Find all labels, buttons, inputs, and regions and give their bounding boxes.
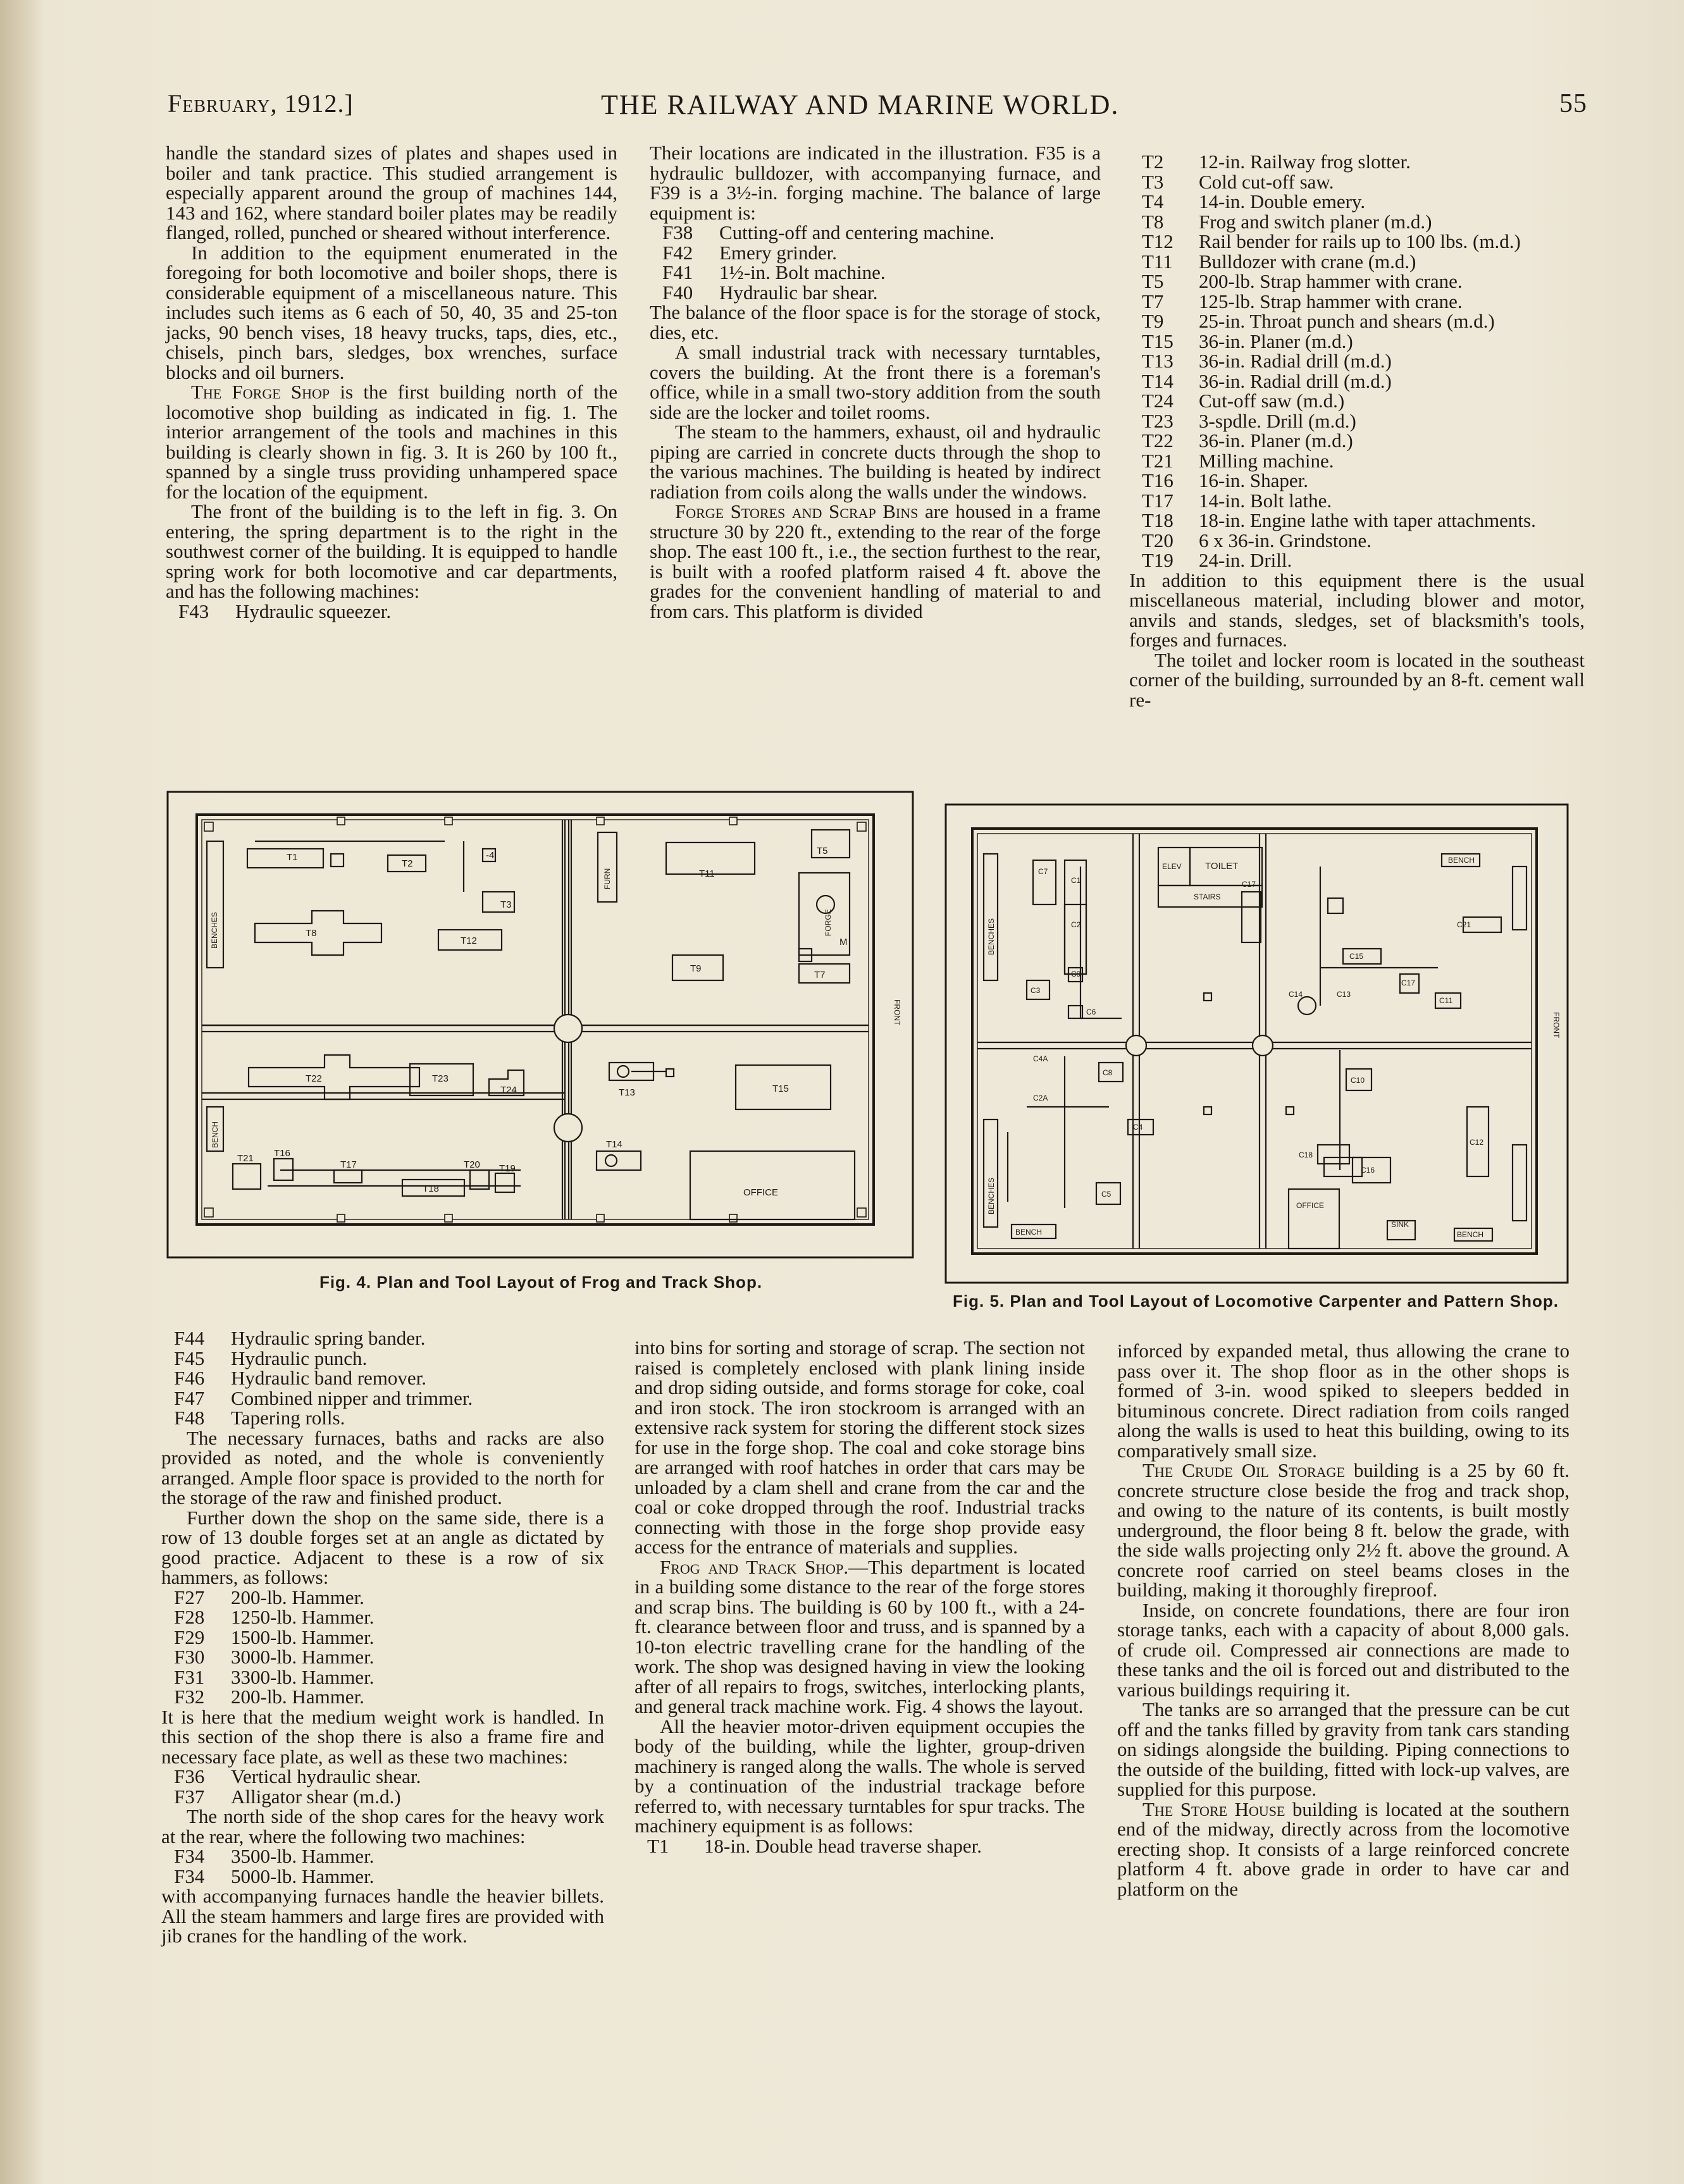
- run-in-heading: The Store House: [1142, 1798, 1285, 1820]
- equipment-code: T19: [1142, 549, 1173, 571]
- equipment-code: T23: [1142, 409, 1173, 432]
- equipment-code: T17: [1142, 489, 1173, 512]
- equipment-list-item: [1129, 451, 1585, 471]
- equipment-code: F32: [174, 1686, 205, 1708]
- equipment-list-item: [1129, 510, 1585, 531]
- paragraph-text: is the first building north of the locomotive shop building as indicated in fig. 1. The interior arrangement of the tools and machines in this building is clearly shown in fig. 3. It is 260 by 100 ft., spanned by a single truss providing unhampered space for the location of the equipment.: [166, 381, 617, 503]
- equipment-description: Alligator shear (m.d.): [231, 1785, 401, 1808]
- equipment-description: 36-in. Radial drill (m.d.): [1199, 369, 1392, 392]
- fig4-label-t7: T7: [814, 970, 826, 980]
- run-in-heading: Forge Stores and Scrap Bins: [675, 500, 919, 522]
- run-in-heading: Frog and Track Shop: [660, 1555, 844, 1578]
- equipment-code: F30: [174, 1646, 205, 1668]
- equipment-description: 1½-in. Bolt machine.: [719, 261, 886, 283]
- paragraph-text: It is here that the medium weight work is handled. In this section of the shop there is also a frame fire and necessary face plate, as well as these two machines:: [161, 1705, 604, 1768]
- equipment-description: 6 x 36-in. Grindstone.: [1199, 529, 1371, 552]
- equipment-code: T9: [1142, 310, 1164, 332]
- paragraph: [1117, 1700, 1569, 1799]
- paragraph: [650, 502, 1101, 621]
- fig5-label-c4a: C4A: [1033, 1054, 1048, 1063]
- equipment-list-item: [161, 1388, 604, 1409]
- fig5-label-c10: C10: [1351, 1076, 1365, 1085]
- fig4-label-t15: T15: [772, 1083, 789, 1094]
- equipment-code: F38: [662, 221, 693, 244]
- equipment-list-item: [1129, 351, 1585, 371]
- equipment-code: F34: [174, 1865, 205, 1887]
- equipment-list-item: [166, 602, 617, 622]
- fig5-label-c11: C11: [1439, 996, 1453, 1005]
- fig4-label-t23: T23: [432, 1073, 449, 1084]
- fig5-label-c5: C5: [1101, 1190, 1111, 1199]
- paragraph-text: are housed in a frame structure 30 by 220 ft., extending to the rear of the forge shop. The east 100 ft., i.e., the section furthest to the rear, is built with a roofed platform raised 4 ft. above the grades for the convenient handling of material to and from cars. This platform is divided: [650, 500, 1101, 622]
- equipment-description: 24-in. Drill.: [1199, 549, 1292, 571]
- equipment-code: T4: [1142, 190, 1164, 213]
- paragraph-text: The tanks are so arranged that the pressure can be cut off and the tanks filled by gravity from tank cars standing on sidings alongside the building. Piping connections to the outside of the building, fitted with lock-up valves, are supplied for this purpose.: [1117, 1698, 1569, 1800]
- fig5-label-c16: C16: [1361, 1166, 1375, 1175]
- equipment-description: 18-in. Double head traverse shaper.: [704, 1834, 982, 1857]
- equipment-list-item: [1129, 172, 1585, 192]
- fig5-label-c20: C17: [1401, 978, 1416, 987]
- paragraph-text: with accompanying furnaces handle the heavier billets. All the steam hammers and large fires are provided with jib cranes for the handling of the work.: [161, 1885, 604, 1947]
- paragraph-text: The toilet and locker room is located in the southeast corner of the building, surrounded by an 8-ft. cement wall re-: [1129, 648, 1585, 711]
- equipment-description: 1500-lb. Hammer.: [231, 1626, 375, 1648]
- fig5-label-c17: C17: [1242, 880, 1256, 889]
- paragraph: [161, 1806, 604, 1846]
- equipment-code: F37: [174, 1785, 205, 1808]
- fig4-label-front: FRONT: [893, 999, 901, 1026]
- fig5-label-stairs: STAIRS: [1194, 892, 1221, 901]
- equipment-list-item: [1129, 471, 1585, 491]
- equipment-description: Tapering rolls.: [231, 1407, 345, 1429]
- fig4-label-t13: T13: [619, 1087, 635, 1098]
- equipment-code: F27: [174, 1586, 205, 1608]
- equipment-description: Frog and switch planer (m.d.): [1199, 210, 1432, 233]
- equipment-code: F36: [174, 1765, 205, 1787]
- equipment-description: Milling machine.: [1199, 449, 1334, 472]
- equipment-list-item: [161, 1647, 604, 1667]
- fig4-label-bench: BENCH: [211, 1121, 220, 1148]
- paragraph-text: Inside, on concrete foundations, there are four iron storage tanks, each with a capacity of about 8,000 gals. of crude oil. Compressed air connections are made to these tanks and the oil is forced out and distributed to the various buildings requiring it.: [1117, 1598, 1569, 1701]
- paragraph: [650, 143, 1101, 223]
- equipment-list-item: [161, 1667, 604, 1687]
- paragraph-text: In addition to this equipment there is the usual miscellaneous material, including blower and motor, anvils and stands, sledges, set of blacksmith's tools, forges and furnaces.: [1129, 569, 1585, 651]
- fig5-label-bench-right: BENCH: [1457, 1230, 1484, 1239]
- paragraph-text: .—This department is located in a building some distance to the rear of the forge stores and scrap bins. The building is 60 by 100 ft., with a 24-ft. clearance between floor and truss, and is spanned by a 10-ton electric travelling crane for the handling of the work. The shop was designed having in view the looking after of all repairs to frogs, switches, interlocking plants, and general track machine work. Fig. 4 shows the layout.: [635, 1555, 1085, 1717]
- fig5-label-c1: C1: [1071, 876, 1081, 885]
- equipment-description: 3000-lb. Hammer.: [231, 1646, 375, 1668]
- fig5-label-bench-top: BENCH: [1448, 856, 1475, 865]
- paragraph-text: The balance of the floor space is for the storage of stock, dies, etc.: [650, 301, 1101, 343]
- equipment-description: 16-in. Shaper.: [1199, 469, 1309, 491]
- paragraph: [650, 342, 1101, 422]
- equipment-description: Combined nipper and trimmer.: [231, 1386, 473, 1409]
- equipment-description: 18-in. Engine lathe with taper attachments.: [1199, 509, 1536, 531]
- paragraph-text: into bins for sorting and storage of scrap. The section not raised is completely enclosed with plank lining inside and drop siding outside, and forms storage for coke, coal and iron stock. The iron stockroom is arranged with an extensive rack system for storing the different stock sizes for use in the forge shop. The coal and coke storage bins are arranged with roof hatches in order that cars may be unloaded by a clam shell and crane from the car and the coal or coke dropped through the roof. Industrial tracks connecting with those in the forge shop provide easy access for the entrance of materials and supplies.: [635, 1336, 1085, 1558]
- fig5-floor-plan: [944, 803, 1569, 1284]
- paragraph: [161, 1508, 604, 1588]
- paragraph: [161, 1428, 604, 1508]
- equipment-description: 200-lb. Strap hammer with crane.: [1199, 270, 1463, 292]
- fig4-label-forge: FORGE: [824, 909, 833, 936]
- equipment-description: Hydraulic bar shear.: [719, 281, 878, 304]
- equipment-list-item: [650, 262, 1101, 283]
- equipment-code: T18: [1142, 509, 1173, 531]
- fig5-label-c8: C8: [1103, 1068, 1113, 1077]
- paragraph: [166, 502, 617, 602]
- equipment-description: Hydraulic spring bander.: [231, 1327, 426, 1349]
- fig5-label-c2: C2: [1071, 920, 1081, 929]
- fig5-label-c6: C6: [1086, 1008, 1096, 1016]
- paragraph: [650, 422, 1101, 502]
- page-number: 55: [1559, 89, 1587, 118]
- fig5-label-toilet: TOILET: [1205, 861, 1239, 872]
- equipment-code: T8: [1142, 210, 1164, 233]
- equipment-code: F40: [662, 281, 693, 304]
- paragraph-text: The north side of the shop cares for the heavy work at the rear, where the following two machines:: [161, 1805, 604, 1848]
- equipment-list-item: [1129, 491, 1585, 511]
- fig4-label-t19: T19: [499, 1163, 516, 1174]
- paragraph-text: In addition to the equipment enumerated in the foregoing for both locomotive and boiler shops, there is considerable equipment of a miscellaneous nature. This includes such items as 6 each of 50, 40, 35 and 25-ton jacks, 90 bench vises, 18 heavy trucks, taps, dies, etc., chisels, pinch bars, sledges, box wrenches, surface blocks and oil burners.: [166, 241, 617, 383]
- fig4-label-benches: BENCHES: [210, 911, 219, 949]
- paragraph: [1117, 1799, 1569, 1899]
- fig4-label-t24: T24: [500, 1085, 517, 1095]
- equipment-description: Hydraulic punch.: [231, 1347, 368, 1369]
- top-column-3: [1129, 152, 1585, 710]
- header-title: THE RAILWAY AND MARINE WORLD.: [601, 89, 1120, 120]
- equipment-list-item: [1129, 531, 1585, 551]
- equipment-code: T16: [1142, 469, 1173, 491]
- equipment-list-item: [1129, 391, 1585, 411]
- equipment-description: 3300-lb. Hammer.: [231, 1665, 375, 1688]
- equipment-description: Cut-off saw (m.d.): [1199, 390, 1345, 412]
- equipment-list-item: [650, 243, 1101, 263]
- equipment-code: T5: [1142, 270, 1164, 292]
- paragraph-text: The steam to the hammers, exhaust, oil and hydraulic piping are carried in concrete ducts through the shop to the various machines. The building is heated by indirect radiation from coils along the walls under the windows.: [650, 421, 1101, 503]
- bottom-column-1: [161, 1328, 604, 1946]
- equipment-list-item: [650, 223, 1101, 243]
- fig5-caption: Fig. 5. Plan and Tool Layout of Locomotive Carpenter and Pattern Shop.: [953, 1292, 1559, 1311]
- equipment-description: 36-in. Planer (m.d.): [1199, 330, 1353, 352]
- paragraph: [166, 143, 617, 243]
- equipment-code: F41: [662, 261, 693, 283]
- equipment-description: 5000-lb. Hammer.: [231, 1865, 375, 1887]
- equipment-code: F45: [174, 1347, 205, 1369]
- fig5-label-c18: C18: [1299, 1151, 1313, 1159]
- paragraph: [166, 382, 617, 502]
- fig4-caption: Fig. 4. Plan and Tool Layout of Frog and Track Shop.: [319, 1273, 763, 1292]
- equipment-description: 36-in. Planer (m.d.): [1199, 429, 1353, 452]
- equipment-list-item: [161, 1627, 604, 1648]
- equipment-list-item: [161, 1328, 604, 1348]
- equipment-description: Cutting-off and centering machine.: [719, 221, 995, 244]
- equipment-list-item: [161, 1607, 604, 1627]
- equipment-code: T13: [1142, 350, 1173, 372]
- equipment-description: 200-lb. Hammer.: [231, 1586, 364, 1608]
- fig4-label-t1: T1: [287, 852, 298, 863]
- fig5-label-c9: C9: [1071, 970, 1081, 978]
- paragraph-text: The front of the building is to the left in fig. 3. On entering, the spring department is to the right in the southwest corner of the building. It is equipped to handle spring work for both locomotive and car departments, and has the following machines:: [166, 500, 617, 602]
- fig4-label-t8: T8: [306, 928, 317, 939]
- paragraph: [635, 1338, 1085, 1557]
- equipment-list-item: [1129, 371, 1585, 392]
- equipment-code: F47: [174, 1386, 205, 1409]
- equipment-code: F48: [174, 1407, 205, 1429]
- equipment-description: 125-lb. Strap hammer with crane.: [1199, 290, 1463, 312]
- equipment-list-item: [1129, 271, 1585, 292]
- bottom-column-2: [635, 1338, 1085, 1856]
- equipment-description: 12-in. Railway frog slotter.: [1199, 151, 1411, 173]
- equipment-code: T2: [1142, 151, 1164, 173]
- equipment-description: 14-in. Double emery.: [1199, 190, 1366, 213]
- equipment-code: T15: [1142, 330, 1173, 352]
- equipment-code: T22: [1142, 429, 1173, 452]
- equipment-description: Hydraulic band remover.: [231, 1367, 427, 1389]
- paragraph-text: A small industrial track with necessary turntables, covers the building. At the front there is a foreman's office, while in a small two-story addition from the south side are the locker and toilet rooms.: [650, 341, 1101, 423]
- equipment-code: F43: [178, 600, 209, 622]
- fig5-label-c3: C3: [1031, 986, 1041, 995]
- equipment-list-item: [635, 1836, 1085, 1856]
- paragraph: [635, 1557, 1085, 1717]
- bottom-column-3: [1117, 1341, 1569, 1899]
- paragraph-text: inforced by expanded metal, thus allowing the crane to pass over it. The shop floor as in the other shops is formed of 3-in. wood spiked to sleepers bedded in bituminous concrete. Direct radiation from coils ranged along the walls is used to heat this building, owing to its comparatively small size.: [1117, 1340, 1569, 1462]
- equipment-code: T1: [647, 1834, 669, 1857]
- fig5-label-c2a: C2A: [1033, 1094, 1048, 1102]
- equipment-code: T7: [1142, 290, 1164, 312]
- fig4-label-t18: T18: [423, 1183, 439, 1194]
- paragraph-text: Their locations are indicated in the illustration. F35 is a hydraulic bulldozer, with accompanying furnace, and F39 is a 3½-in. forging machine. The balance of large equipment is:: [650, 142, 1101, 224]
- paragraph: [635, 1717, 1085, 1836]
- paragraph: [166, 243, 617, 383]
- equipment-list-item: [1129, 292, 1585, 312]
- equipment-description: Hydraulic squeezer.: [235, 600, 392, 622]
- fig4-label-t9: T9: [690, 963, 702, 974]
- equipment-code: F31: [174, 1665, 205, 1688]
- fig5-label-c14: C14: [1289, 990, 1303, 999]
- equipment-code: F29: [174, 1626, 205, 1648]
- fig5-label-c7: C7: [1038, 867, 1048, 876]
- paragraph-text: building is a 25 by 60 ft. concrete structure close beside the frog and track shop, and owing to the nature of its contents, is built mostly underground, the floor being 8 ft. below the grade, with the side walls projecting only 2½ ft. above the ground. A concrete roof carried on steel beams closes in the building, making it thoroughly fireproof.: [1117, 1459, 1569, 1601]
- equipment-description: Bulldozer with crane (m.d.): [1199, 250, 1416, 273]
- fig4-label-t21: T21: [237, 1153, 254, 1164]
- fig4-label-t12: T12: [461, 935, 477, 946]
- equipment-description: 200-lb. Hammer.: [231, 1686, 364, 1708]
- run-in-heading: The Crude Oil Storage: [1142, 1459, 1345, 1481]
- equipment-list-item: [161, 1767, 604, 1787]
- equipment-list-item: [1129, 152, 1585, 172]
- equipment-list-item: [161, 1368, 604, 1388]
- paragraph: [1117, 1600, 1569, 1700]
- equipment-list-item: [1129, 550, 1585, 571]
- equipment-code: T20: [1142, 529, 1173, 552]
- fig5-label-front: FRONT: [1552, 1012, 1561, 1039]
- equipment-list-item: [1129, 431, 1585, 451]
- fig5-label-benches-bottom: BENCHES: [987, 1177, 996, 1214]
- equipment-code: T11: [1142, 250, 1173, 273]
- equipment-list-item: [1129, 331, 1585, 352]
- equipment-description: 14-in. Bolt lathe.: [1199, 489, 1332, 512]
- equipment-list-item: [161, 1348, 604, 1369]
- equipment-description: 25-in. Throat punch and shears (m.d.): [1199, 310, 1495, 332]
- equipment-code: F44: [174, 1327, 205, 1349]
- equipment-code: F34: [174, 1845, 205, 1867]
- fig5-label-elev: ELEV: [1162, 862, 1182, 871]
- equipment-list-item: [1129, 192, 1585, 212]
- equipment-list-item: [161, 1866, 604, 1887]
- fig5-label-office: OFFICE: [1296, 1201, 1324, 1210]
- equipment-code: T24: [1142, 390, 1173, 412]
- equipment-description: Emery grinder.: [719, 241, 837, 264]
- equipment-list-item: [161, 1687, 604, 1707]
- paragraph: [1117, 1460, 1569, 1600]
- fig4-floor-plan: [166, 791, 914, 1259]
- equipment-description: 36-in. Radial drill (m.d.): [1199, 350, 1392, 372]
- run-in-heading: The Forge Shop: [191, 381, 330, 403]
- fig5-label-c12: C12: [1470, 1138, 1484, 1147]
- fig5-label-sink: SINK: [1391, 1220, 1409, 1229]
- equipment-list-item: [161, 1588, 604, 1608]
- equipment-list-item: [1129, 231, 1585, 252]
- equipment-list-item: [1129, 252, 1585, 272]
- equipment-code: T12: [1142, 230, 1173, 252]
- fig5-label-c4: C4: [1133, 1123, 1143, 1132]
- fig4-label-t20: T20: [464, 1159, 480, 1170]
- fig4-label-t22: T22: [306, 1073, 322, 1084]
- equipment-list-item: [650, 283, 1101, 303]
- fig4-label-t16: T16: [274, 1148, 290, 1159]
- paragraph-text: Further down the shop on the same side, there is a row of 13 double forges set at an angle as dictated by good practice. Adjacent to these is a row of six hammers, as follows:: [161, 1506, 604, 1588]
- equipment-list-item: [161, 1787, 604, 1807]
- fig5-label-c13: C13: [1337, 990, 1351, 999]
- equipment-description: 3-spdle. Drill (m.d.): [1199, 409, 1356, 432]
- equipment-code: T14: [1142, 369, 1173, 392]
- paragraph: [161, 1707, 604, 1767]
- paragraph: [650, 302, 1101, 342]
- equipment-code: F42: [662, 241, 693, 264]
- paragraph: [1129, 650, 1585, 710]
- fig4-label-m: M: [839, 937, 848, 947]
- equipment-code: T3: [1142, 170, 1164, 193]
- fig5-label-benches-top: BENCHES: [987, 918, 996, 955]
- equipment-code: T21: [1142, 449, 1173, 472]
- fig5-label-c15: C15: [1349, 952, 1364, 961]
- equipment-list-item: [1129, 311, 1585, 331]
- paragraph: [1129, 571, 1585, 650]
- fig4-label-furn: FURN: [603, 868, 612, 889]
- top-column-2: [650, 143, 1101, 621]
- equipment-list-item: [161, 1408, 604, 1428]
- paragraph-text: The necessary furnaces, baths and racks are also provided as noted, and the whole is conveniently arranged. Ample floor space is provided to the north for the storage of the raw and finished product.: [161, 1426, 604, 1508]
- equipment-description: Rail bender for rails up to 100 lbs. (m.d.): [1199, 230, 1521, 252]
- equipment-list-item: [161, 1846, 604, 1866]
- fig4-label-t17: T17: [340, 1159, 357, 1170]
- fig4-label-t14: T14: [606, 1139, 622, 1150]
- equipment-description: Vertical hydraulic shear.: [231, 1765, 421, 1787]
- top-column-1: [166, 143, 617, 621]
- paragraph: [161, 1886, 604, 1946]
- binding-gutter: [0, 0, 44, 2184]
- equipment-code: F28: [174, 1606, 205, 1628]
- equipment-code: F46: [174, 1367, 205, 1389]
- equipment-description: 1250-lb. Hammer.: [231, 1606, 375, 1628]
- equipment-description: Cold cut-off saw.: [1199, 170, 1334, 193]
- fig4-label-t4: -4: [486, 850, 495, 861]
- equipment-list-item: [1129, 212, 1585, 232]
- paragraph-text: handle the standard sizes of plates and shapes used in boiler and tank practice. This studied arrangement is especially apparent around the group of machines 144, 143 and 162, where standard boiler plates may be readily flanged, rolled, punched or sheared without interference.: [166, 142, 617, 244]
- fig4-label-t5: T5: [817, 846, 828, 856]
- fig5-label-c21: C21: [1457, 920, 1471, 929]
- fig4-label-t3: T3: [500, 899, 512, 910]
- paragraph-text: All the heavier motor-driven equipment occupies the body of the building, while the lighter, group-driven machinery is ranged along the walls. The whole is served by a continuation of the industrial trackage before referred to, with necessary turntables for spur tracks. The machinery equipment is as follows:: [635, 1715, 1085, 1837]
- equipment-description: 3500-lb. Hammer.: [231, 1845, 375, 1867]
- paragraph: [1117, 1341, 1569, 1460]
- header-date: February, 1912.]: [168, 89, 354, 118]
- fig4-label-office: OFFICE: [743, 1187, 778, 1198]
- fig4-label-t2: T2: [402, 858, 413, 869]
- equipment-list-item: [1129, 411, 1585, 431]
- paragraph-text: building is located at the southern end of the midway, directly across from the locomotive erecting shop. It consists of a large reinforced concrete platform 4 ft. above grade in order to have car and platform on the: [1117, 1798, 1569, 1900]
- fig4-label-t11: T11: [699, 868, 715, 879]
- fig5-label-bench-bottom: BENCH: [1015, 1228, 1043, 1237]
